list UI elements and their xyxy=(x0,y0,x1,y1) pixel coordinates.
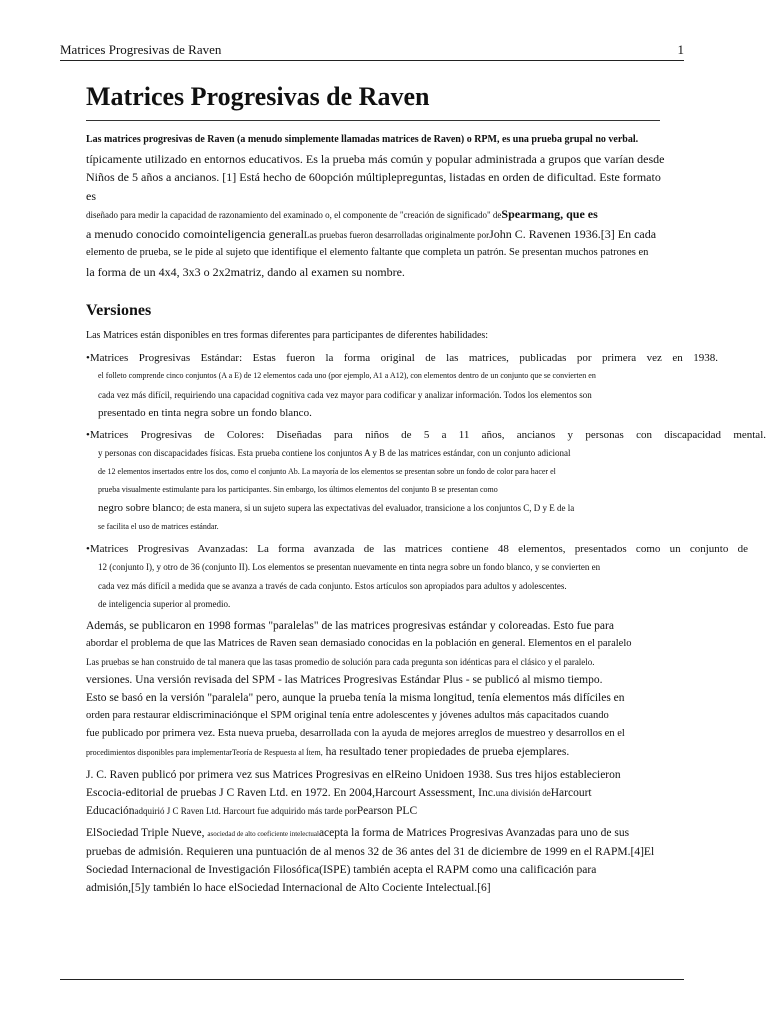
paragraph-line: fue publicado por primera vez. Esta nueva prueba, desarrollada con la ayuda de mejores arreglos de muestreo y desarrollos en el xyxy=(86,728,625,740)
intro-line: Niños de 5 años a ancianos. [1] Está hecho de 60opción múltiplepreguntas, listadas en orden de dificultad. Este formato es xyxy=(86,170,661,203)
intro-paragraph xyxy=(86,131,666,281)
list-item-head: •Matrices Progresivas Estándar: Estas fueron la forma original de las matrices, publicadas por primera vez en 1938. xyxy=(86,352,718,364)
intro-line-part: Las pruebas fueron desarrolladas originalmente por xyxy=(303,229,490,240)
paragraph-line: Las pruebas se han construido de tal manera que las tasas promedio de solución para cada pregunta son idénticas para el clásico y el paralelo. xyxy=(86,657,595,668)
paragraph-line: versiones. Una versión revisada del SPM - las Matrices Progresivas Estándar Plus - se publicó al mismo tiempo. xyxy=(86,674,603,687)
intro-lead: Las matrices progresivas de Raven (a menudo simplemente llamadas matrices de Raven) o RPM, es una prueba grupal no verbal. xyxy=(86,134,639,145)
page-number: 1 xyxy=(677,42,684,57)
intro-line: la forma de un 4x4, 3x3 o 2x2matriz, dando al examen su nombre. xyxy=(86,264,405,279)
paragraph-line-part: Educación xyxy=(86,805,135,818)
paragraph-line xyxy=(86,824,686,843)
paragraph-line-part: asociedad de alto coeficiente intelectual xyxy=(207,830,319,839)
versions-heading: Versiones xyxy=(86,302,152,319)
paragraph-societies xyxy=(86,824,686,897)
paragraph-line: Esto se basó en la versión "paralela" pero, aunque la prueba tenía la misma longitud, tenía elementos más difíciles en xyxy=(86,692,625,705)
paragraph-parallel-forms xyxy=(86,617,686,762)
paragraph-line-part: acepta la forma de Matrices Progresivas Avanzadas para uno de sus xyxy=(318,827,630,840)
paragraph-line xyxy=(86,784,686,802)
list-item-line: el folleto comprende cinco conjuntos (A a E) de 12 elementos cada uno (por ejemplo, A1 a A12), con elementos dentro de un conjunto que se convierten en xyxy=(98,371,596,381)
paragraph-line: Además, se publicaron en 1998 formas "paralelas" de las matrices progresivas estándar y coloreadas. Esto fue para xyxy=(86,620,614,633)
list-item-line: prueba visualmente estimulante para los participantes. Sin embargo, los últimos elementos del conjunto B se presentan como xyxy=(98,485,498,495)
list-item-line-part: negro sobre blanco xyxy=(98,502,182,515)
list-item-line: presentado en tinta negra sobre un fondo blanco. xyxy=(98,406,312,419)
paragraph-line: J. C. Raven publicó por primera vez sus Matrices Progresivas en elReino Unidoen 1938. Sus tres hijos establecieron xyxy=(86,769,621,782)
paragraph-line xyxy=(86,802,686,820)
running-header-title: Matrices Progresivas de Raven xyxy=(60,42,222,57)
paragraph-line-part: Pearson PLC xyxy=(356,805,418,818)
list-item xyxy=(86,426,766,536)
intro-line-part: diseñado para medir la capacidad de razonamiento del examinado o, el componente de "creación de significado" de xyxy=(86,210,502,220)
intro-line-part: John C. Ravenen 1936.[3] En cada xyxy=(489,226,657,241)
versions-intro: Las Matrices están disponibles en tres formas diferentes para participantes de diferentes habilidades: xyxy=(86,330,489,341)
paragraph-line-part: Escocia-editorial de pruebas J C Raven Ltd. en 1972. En 2004,Harcourt Assessment, Inc. xyxy=(86,787,496,800)
list-item-line-part: ; de esta manera, si un sujeto supera las expectativas del evaluador, transicione a los conjuntos C, D y E de la xyxy=(181,503,575,514)
intro-line-part: a menudo conocido comointeligencia general xyxy=(86,226,304,241)
versions-list xyxy=(86,349,766,613)
intro-line: típicamente utilizado en entornos educativos. Es la prueba más común y popular administrada a grupos que varían desde xyxy=(86,151,665,166)
list-item-line: 12 (conjunto I), y otro de 36 (conjunto II). Los elementos se presentan nuevamente en tinta negra sobre un fondo blanco, y se convierten en xyxy=(98,562,601,573)
article-body xyxy=(86,80,766,901)
paragraph-line: Sociedad Internacional de Investigación Filosófica(ISPE) también acepta el RAPM como una calificación para xyxy=(86,864,597,877)
list-item-head: •Matrices Progresivas Avanzadas: La forma avanzada de las matrices contiene 48 elementos, presentados como un conjunto de xyxy=(86,542,748,555)
paragraph-line-part: ha resultado tener propiedades de prueba ejemplares. xyxy=(322,746,570,759)
list-item-line: de 12 elementos insertados entre los dos, como el conjunto Ab. La mayoría de los elementos se presentan sobre un fondo de color para hacer el xyxy=(98,466,556,476)
list-item-line: cada vez más difícil, requiriendo una capacidad cognitiva cada vez mayor para codificar y analizar información. Todos los elementos son xyxy=(98,389,592,400)
paragraph-line: admisión,[5]y también lo hace elSociedad Internacional de Alto Cociente Intelectual.[6] xyxy=(86,882,491,895)
article-title: Matrices Progresivas de Raven xyxy=(86,80,660,121)
running-header xyxy=(60,42,684,61)
list-item-line: y personas con discapacidades físicas. Esta prueba contiene los conjuntos A y B de las matrices estándar, con un conjunto adicional xyxy=(98,448,571,459)
intro-line xyxy=(86,225,666,245)
list-item-line: se facilita el uso de matrices estándar. xyxy=(98,521,219,531)
paragraph-line-part: una división de xyxy=(495,788,551,799)
list-item xyxy=(86,540,766,613)
intro-line xyxy=(86,205,666,225)
paragraph-line-part: Harcourt xyxy=(550,787,592,800)
spearman-link[interactable]: Spearmang, que es xyxy=(501,207,598,221)
paragraph-line: pruebas de admisión. Requieren una puntuación de al menos 32 de 36 antes del 31 de diciembre de 1999 en el RAPM.[4]El xyxy=(86,846,655,859)
footer-rule xyxy=(60,979,684,980)
list-item xyxy=(86,349,766,422)
paragraph-line: orden para restaurar eldiscriminaciónque el SPM original tenía entre adolescentes y jóvenes adultos más capacitados cuando xyxy=(86,710,609,722)
list-item-line: cada vez más difícil a medida que se avanza a través de cada conjunto. Estos artículos son apropiados para adultos y adolescentes. xyxy=(98,580,567,591)
paragraph-line-part: adquirió J C Raven Ltd. Harcourt fue adquirido más tarde por xyxy=(134,806,357,817)
paragraph-line-part: procedimientos disponibles para implementarTeoría de Respuesta al Ítem, xyxy=(86,748,323,758)
paragraph-line-part: ElSociedad Triple Nueve, xyxy=(86,827,208,840)
paragraph-line xyxy=(86,743,686,762)
list-item-head: •Matrices Progresivas de Colores: Diseñadas para niños de 5 a 11 años, ancianos y personas con discapacidad mental. xyxy=(86,429,766,442)
paragraph-history xyxy=(86,766,686,820)
list-item-line xyxy=(86,499,766,517)
paragraph-line: abordar el problema de que las Matrices de Raven sean demasiado conocidas en la población en general. Elementos en el paralelo xyxy=(86,638,632,650)
list-item-line: de inteligencia superior al promedio. xyxy=(98,598,231,609)
intro-line: elemento de prueba, se le pide al sujeto que identifique el elemento faltante que completa un patrón. Se presentan muchos patrones en xyxy=(86,247,649,258)
